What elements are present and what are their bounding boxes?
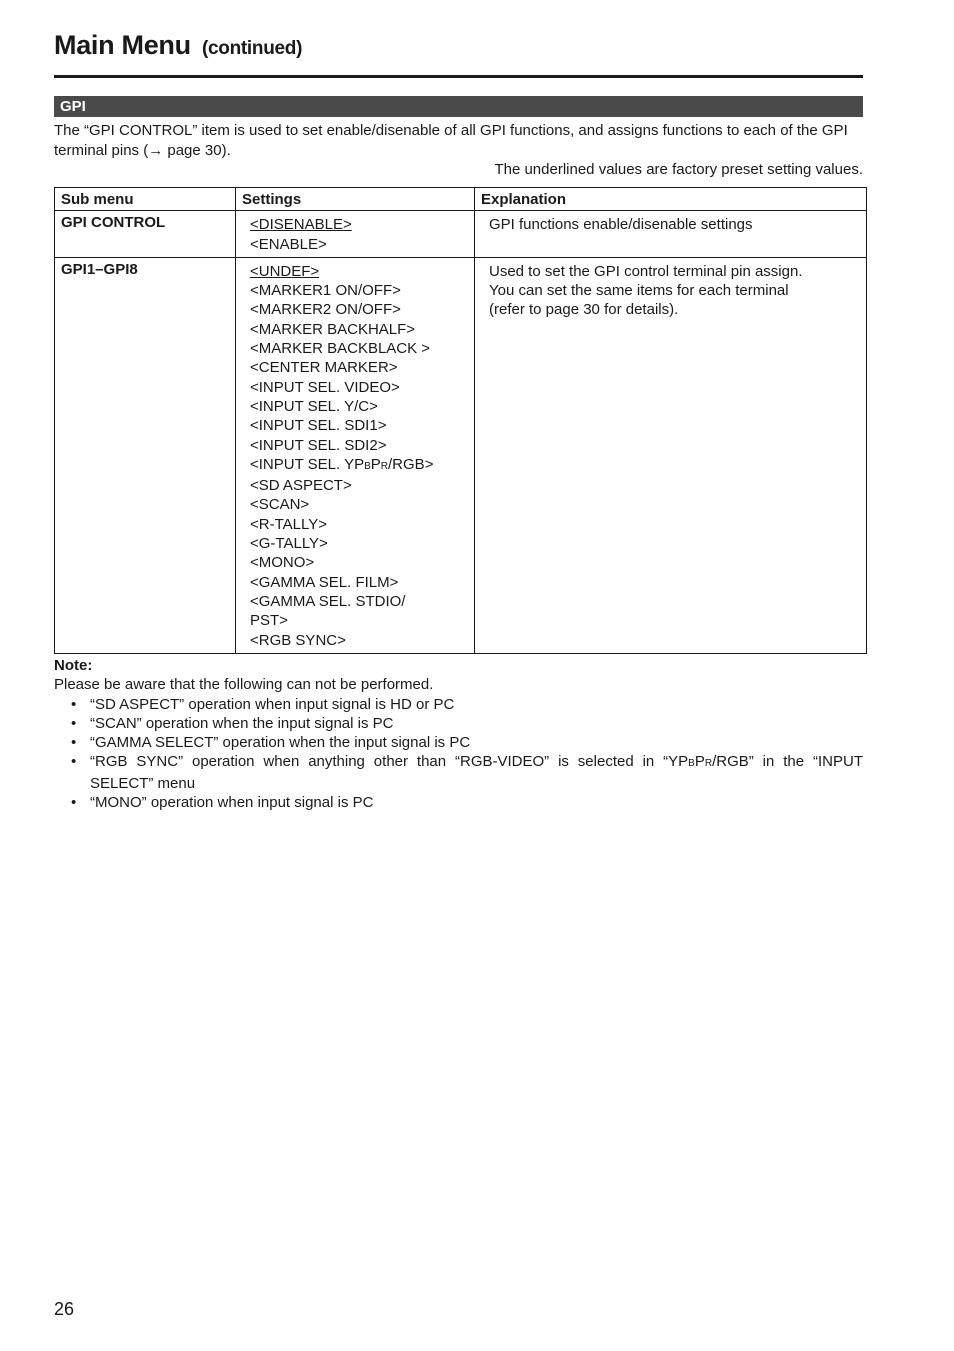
explanation-cell [475,211,867,258]
setting-option: PST> [250,612,288,630]
setting-option [250,455,460,476]
setting-option: <INPUT SEL. Y/C> [250,397,378,415]
setting-option: <MARKER1 ON/OFF> [250,282,401,300]
list-item [54,733,863,752]
bullet-icon: • [71,714,77,732]
table-row [55,257,867,653]
list-item [54,793,863,812]
note-item-text: P [694,753,705,771]
subscript-b: B [364,460,371,472]
list-item [54,695,863,714]
section-header-gpi: GPI [54,96,863,117]
setting-option: <R-TALLY> [250,515,327,533]
explanation-text: (refer to page 30 for details). [489,301,679,319]
setting-option: <INPUT SEL. SDI2> [250,436,387,454]
setting-option: <ENABLE> [250,235,327,253]
setting-text: <INPUT SEL. YP [250,455,365,473]
setting-option: <G-TALLY> [250,535,328,553]
setting-option: <MONO> [250,554,315,572]
explanation-cell [475,257,867,653]
setting-option: <MARKER BACKBLACK > [250,340,431,358]
note-label: Note: [54,657,93,674]
note-item-text: “SCAN” operation when the input signal is PC [90,714,394,732]
explanation-text: Used to set the GPI control terminal pin assign. [489,262,803,280]
page-number: 26 [54,1299,75,1319]
setting-option: <CENTER MARKER> [250,359,398,377]
setting-option: <SCAN> [250,496,310,514]
table-header-row [55,188,867,211]
explanation-text: GPI functions enable/disenable settings [489,216,753,234]
sub-menu-gpi1-gpi8: GPI1–GPI8 [55,257,236,653]
bullet-icon: • [71,794,77,812]
bullet-icon: • [71,734,77,752]
settings-cell [236,257,475,653]
bullet-icon: • [71,695,77,713]
setting-text: /RGB> [388,455,434,473]
gpi-settings-table [54,187,867,654]
note-item-text: “RGB SYNC” operation when anything other than “RGB-VIDEO” is selected in “YP [90,753,689,771]
setting-option: <MARKER2 ON/OFF> [250,301,401,319]
subscript-r: R [704,758,713,770]
factory-preset-note: The underlined values are factory preset setting values. [494,161,863,178]
note-item-text: “MONO” operation when input signal is PC [90,794,374,812]
setting-option-default: <UNDEF> [250,262,320,280]
setting-option: <INPUT SEL. VIDEO> [250,378,400,396]
note-list [54,695,863,813]
note-item-text: “SD ASPECT” operation when input signal is HD or PC [90,695,455,713]
setting-text: P [370,455,381,473]
setting-option: <GAMMA SEL. FILM> [250,573,399,591]
setting-option-default: <DISENABLE> [250,216,352,234]
sub-menu-gpi-control: GPI CONTROL [55,211,236,258]
settings-cell [236,211,475,258]
setting-option: <RGB SYNC> [250,631,346,649]
title-rule [54,75,863,78]
section-intro: The “GPI CONTROL” item is used to set enable/disenable of all GPI functions, and assigns functions to each of the GPI terminal pins (→ page 30). [54,122,848,159]
page-title [54,30,302,61]
list-item [54,752,863,793]
note-block [54,656,863,812]
note-intro: Please be aware that the following can not be performed. [54,676,434,694]
bullet-icon: • [71,753,77,771]
header-sub-menu: Sub menu [55,188,236,211]
setting-option: <SD ASPECT> [250,477,352,495]
header-settings: Settings [236,188,475,211]
note-item-text: /RGB” in the “INPUT SELECT” menu [90,753,863,792]
header-explanation: Explanation [475,188,867,211]
note-item-text: “GAMMA SELECT” operation when the input signal is PC [90,734,471,752]
setting-option: <INPUT SEL. SDI1> [250,417,387,435]
list-item [54,714,863,733]
page-title-main: Main Menu [54,30,191,60]
setting-option: <MARKER BACKHALF> [250,320,416,338]
subscript-r: R [380,460,389,472]
table-row [55,211,867,258]
subscript-b: B [688,758,695,770]
setting-option: <GAMMA SEL. STDIO/ [250,592,406,610]
page-title-continued: (continued) [202,38,303,59]
explanation-text: You can set the same items for each terminal [489,282,789,300]
